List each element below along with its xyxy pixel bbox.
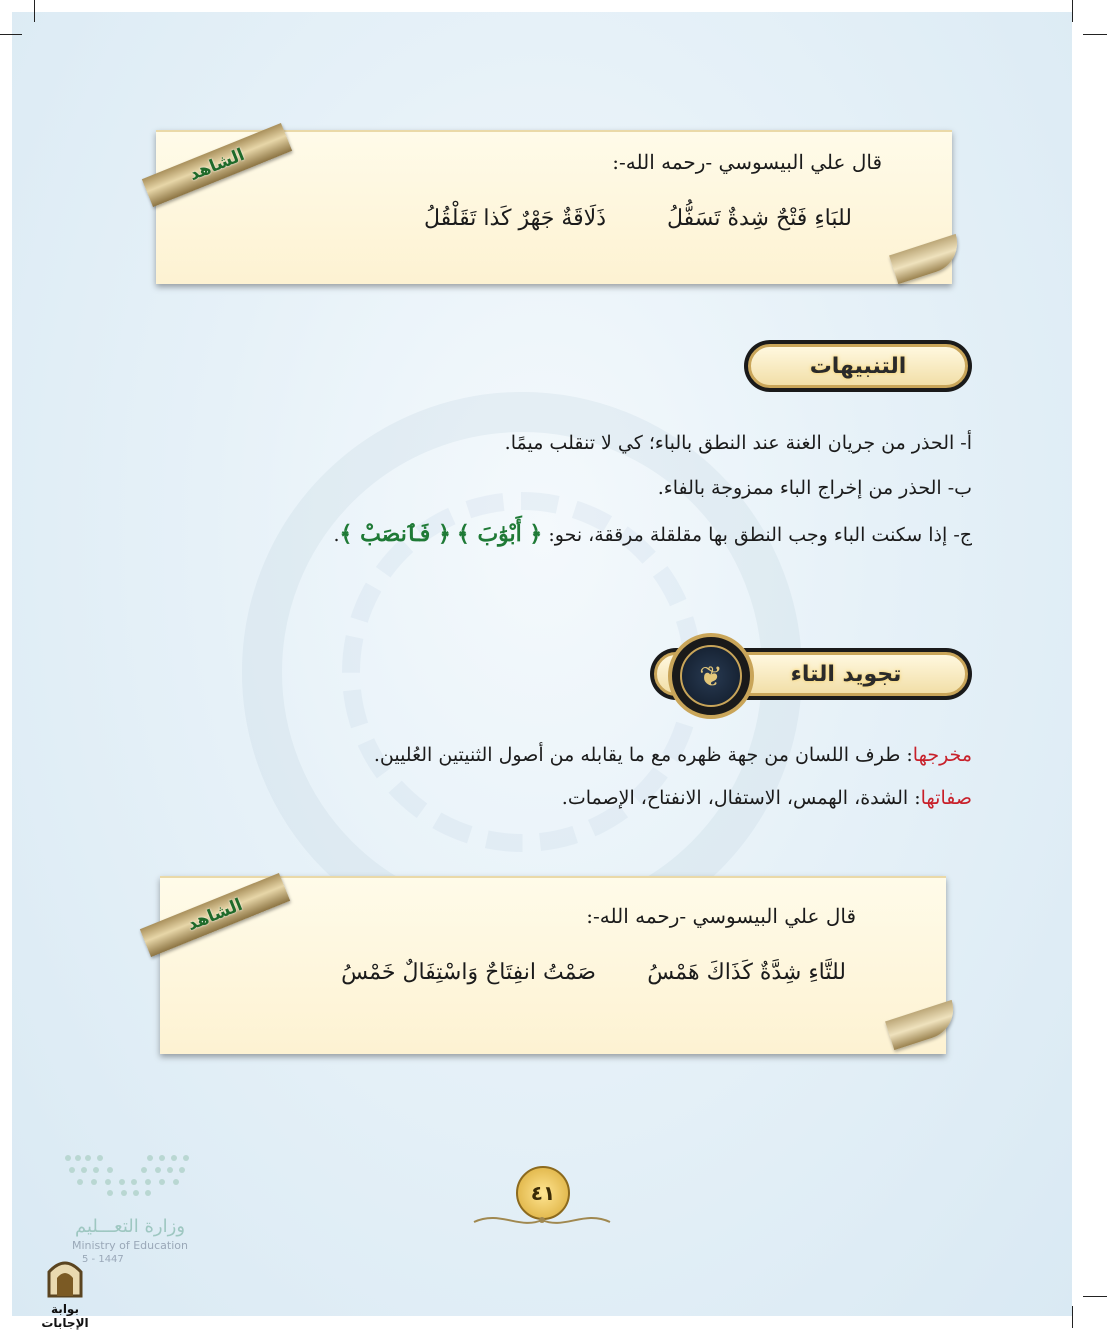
verse-first-hemistich: للتَّاءِ شِدَّةٌ كَذَاكَ هَمْسُ: [647, 960, 846, 985]
verse-second-hemistich: ذَلَاقَةٌ جَهْرٌ كَذا تَقَلْقُلُ: [424, 206, 606, 231]
card-intro: قال علي البيسوسي -رحمه الله-:: [612, 150, 882, 174]
notes-heading-text: التنبيهات: [809, 353, 907, 379]
portal-building-icon: [45, 1256, 85, 1298]
crop-mark: [1083, 1296, 1107, 1297]
edition-year: 5 - 1447: [82, 1254, 124, 1265]
card-intro: قال علي البيسوسي -رحمه الله-:: [586, 904, 856, 928]
verse-first-hemistich: للبَاءِ فَتْحٌ شِدةٌ تَسَفُّلُ: [666, 206, 852, 231]
quran-example-fansab: ﴿ فَٱنصَبْ ﴾: [339, 521, 451, 547]
ministry-name-ar: وزارة التعـــليم: [74, 1216, 186, 1237]
note-a: أ- الحذر من جريان الغنة عند النطق بالباء؛ كي لا تنقلب ميمًا.: [504, 432, 972, 454]
portal-label: بوابة الإجابات: [41, 1302, 89, 1330]
note-c-text: ج- إذا سكنت الباء وجب النطق بها مقلقلة مرققة، نحو:: [548, 524, 972, 546]
quran-example-abwab: ﴿ أَبْوَٰبَ ﴾: [456, 521, 543, 547]
crop-mark: [0, 34, 22, 35]
taa-traits-text: : الشدة، الهمس، الاستفال، الانفتاح، الإصمات.: [561, 787, 921, 809]
taa-traits: [562, 787, 972, 809]
note-b: ب- الحذر من إخراج الباء ممزوجة بالفاء.: [657, 477, 972, 499]
taa-exit-text: : طرف اللسان من جهة ظهره مع ما يقابله من أصول الثنيتين العُليين.: [373, 744, 913, 766]
ministry-dots-icon: [60, 1150, 195, 1198]
grape-medallion-icon: ❦: [668, 633, 754, 719]
evidence-ribbon: الشاهد: [140, 873, 290, 957]
crop-mark: [34, 0, 35, 22]
crop-mark: [1072, 1306, 1073, 1328]
note-c-end: .: [333, 524, 340, 546]
ministry-logo: [60, 1150, 200, 1265]
taa-traits-label: صفاتها: [920, 787, 972, 809]
taa-exit: [374, 744, 972, 766]
page-margin: [1072, 0, 1107, 1328]
evidence-ribbon: الشاهد: [142, 123, 292, 207]
taa-heading-text: تجويد التاء: [790, 661, 902, 687]
notes-heading: [744, 340, 972, 392]
note-c: [333, 521, 972, 547]
page-number: ٤١: [516, 1166, 570, 1220]
taa-exit-label: مخرجها: [912, 744, 972, 766]
crop-mark: [1072, 0, 1073, 22]
crop-mark: [1083, 34, 1107, 35]
ministry-name-en: Ministry of Education: [71, 1239, 188, 1252]
page-number-ornament: [470, 1212, 614, 1230]
verse-second-hemistich: صَمْتُ انفِتَاحٌ وَاسْتِفَالٌ خَمْسُ: [341, 960, 596, 985]
answers-portal-logo[interactable]: [30, 1256, 100, 1330]
